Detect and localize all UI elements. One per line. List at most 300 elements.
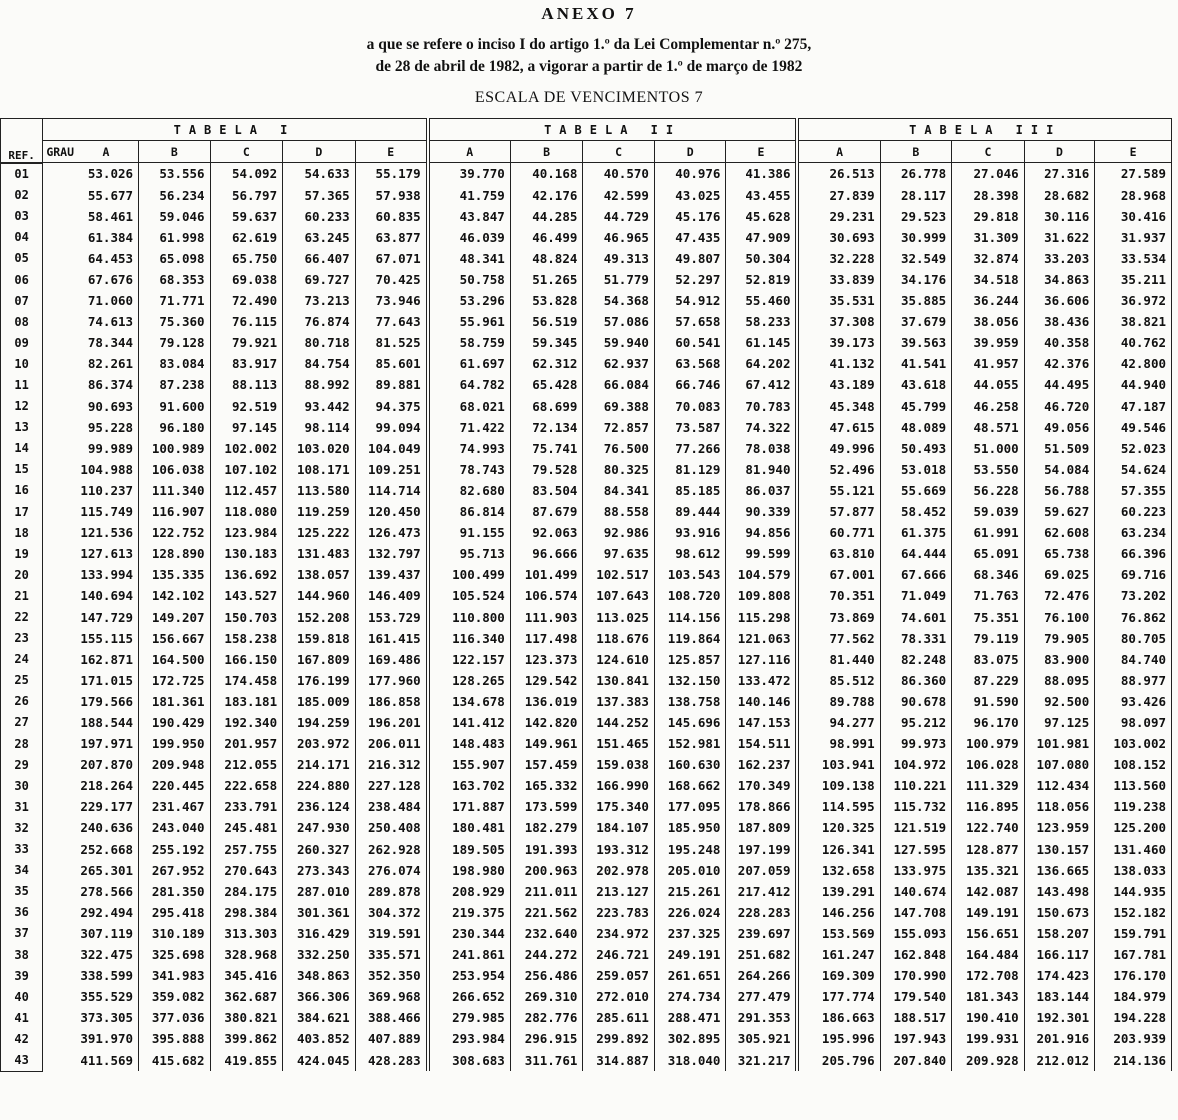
value-cell: 175.340 [583, 796, 655, 817]
value-cell: 100.979 [952, 733, 1025, 754]
value-cell: 60.223 [1095, 501, 1172, 522]
value-cell: 54.624 [1095, 459, 1172, 480]
value-cell: 183.144 [1024, 986, 1095, 1007]
value-cell: 237.325 [654, 923, 726, 944]
grade-header-row [1, 141, 1172, 163]
salary-scale-table [0, 118, 1172, 1072]
value-cell: 109.808 [726, 585, 798, 606]
value-cell: 419.855 [210, 1049, 283, 1071]
value-cell: 158.238 [210, 628, 283, 649]
value-cell: 46.499 [510, 227, 583, 248]
value-cell: 72.490 [210, 290, 283, 311]
table-row [1, 1049, 1172, 1071]
value-cell: 384.621 [283, 1007, 356, 1028]
value-cell: 34.518 [952, 269, 1025, 290]
grau-label: GRAU [46, 144, 75, 159]
value-cell: 167.781 [1095, 944, 1172, 965]
value-cell: 103.002 [1095, 733, 1172, 754]
value-cell: 100.499 [428, 564, 511, 585]
value-cell: 54.084 [1024, 459, 1095, 480]
value-cell: 41.541 [880, 353, 952, 374]
value-cell: 151.465 [583, 733, 655, 754]
value-cell: 201.957 [210, 733, 283, 754]
ref-cell: 38 [1, 944, 43, 965]
value-cell: 193.312 [583, 839, 655, 860]
value-cell: 345.416 [210, 965, 283, 986]
value-cell: 51.000 [952, 438, 1025, 459]
grade-letter: C [242, 144, 250, 159]
value-cell: 60.233 [283, 206, 356, 227]
value-cell: 232.640 [510, 923, 583, 944]
value-cell: 169.486 [355, 649, 428, 670]
value-cell: 168.662 [654, 775, 726, 796]
value-cell: 206.011 [355, 733, 428, 754]
value-cell: 88.095 [1024, 670, 1095, 691]
value-cell: 156.651 [952, 923, 1025, 944]
table-row [1, 353, 1172, 374]
value-cell: 31.622 [1024, 227, 1095, 248]
value-cell: 123.373 [510, 649, 583, 670]
value-cell: 78.743 [428, 459, 511, 480]
value-cell: 98.991 [797, 733, 880, 754]
value-cell: 304.372 [355, 902, 428, 923]
value-cell: 72.134 [510, 417, 583, 438]
value-cell: 216.312 [355, 754, 428, 775]
value-cell: 64.202 [726, 353, 798, 374]
value-cell: 54.368 [583, 290, 655, 311]
value-cell: 125.857 [654, 649, 726, 670]
value-cell: 91.155 [428, 522, 511, 543]
value-cell: 158.207 [1024, 923, 1095, 944]
value-cell: 246.721 [583, 944, 655, 965]
value-cell: 276.074 [355, 860, 428, 881]
value-cell: 307.119 [43, 923, 139, 944]
value-cell: 166.990 [583, 775, 655, 796]
table-row [1, 501, 1172, 522]
value-cell: 194.228 [1095, 1007, 1172, 1028]
ref-cell: 14 [1, 438, 43, 459]
value-cell: 388.466 [355, 1007, 428, 1028]
value-cell: 167.809 [283, 649, 356, 670]
value-cell: 273.343 [283, 860, 356, 881]
value-cell: 142.102 [139, 585, 211, 606]
value-cell: 70.783 [726, 396, 798, 417]
value-cell: 305.921 [726, 1028, 798, 1049]
value-cell: 130.841 [583, 670, 655, 691]
value-cell: 27.589 [1095, 163, 1172, 185]
value-cell: 269.310 [510, 986, 583, 1007]
value-cell: 48.571 [952, 417, 1025, 438]
value-cell: 79.528 [510, 459, 583, 480]
value-cell: 67.001 [797, 564, 880, 585]
value-cell: 116.895 [952, 796, 1025, 817]
value-cell: 89.881 [355, 374, 428, 395]
value-cell: 149.191 [952, 902, 1025, 923]
value-cell: 34.863 [1024, 269, 1095, 290]
value-cell: 32.874 [952, 248, 1025, 269]
value-cell: 44.495 [1024, 374, 1095, 395]
value-cell: 152.208 [283, 606, 356, 627]
ref-cell: 30 [1, 775, 43, 796]
value-cell: 243.040 [139, 817, 211, 838]
value-cell: 63.568 [654, 353, 726, 374]
value-cell: 107.643 [583, 585, 655, 606]
ref-cell: 36 [1, 902, 43, 923]
ref-cell: 40 [1, 986, 43, 1007]
table-row [1, 269, 1172, 290]
value-cell: 59.039 [952, 501, 1025, 522]
grade-header-2-c [583, 141, 655, 163]
value-cell: 198.980 [428, 860, 511, 881]
value-cell: 57.355 [1095, 480, 1172, 501]
value-cell: 33.839 [797, 269, 880, 290]
value-cell: 260.327 [283, 839, 356, 860]
value-cell: 176.170 [1095, 965, 1172, 986]
table-row [1, 185, 1172, 206]
value-cell: 47.909 [726, 227, 798, 248]
value-cell: 71.771 [139, 290, 211, 311]
value-cell: 79.128 [139, 332, 211, 353]
value-cell: 85.185 [654, 480, 726, 501]
value-cell: 106.038 [139, 459, 211, 480]
ref-cell: 37 [1, 923, 43, 944]
value-cell: 83.900 [1024, 649, 1095, 670]
value-cell: 50.493 [880, 438, 952, 459]
value-cell: 282.776 [510, 1007, 583, 1028]
value-cell: 106.028 [952, 754, 1025, 775]
value-cell: 352.350 [355, 965, 428, 986]
value-cell: 90.678 [880, 691, 952, 712]
value-cell: 82.680 [428, 480, 511, 501]
value-cell: 118.676 [583, 628, 655, 649]
value-cell: 159.818 [283, 628, 356, 649]
value-cell: 97.145 [210, 417, 283, 438]
value-cell: 164.500 [139, 649, 211, 670]
value-cell: 220.445 [139, 775, 211, 796]
value-cell: 131.460 [1095, 839, 1172, 860]
value-cell: 219.375 [428, 902, 511, 923]
value-cell: 62.937 [583, 353, 655, 374]
value-cell: 78.038 [726, 438, 798, 459]
value-cell: 58.452 [880, 501, 952, 522]
value-cell: 191.393 [510, 839, 583, 860]
value-cell: 188.544 [43, 712, 139, 733]
value-cell: 40.570 [583, 163, 655, 185]
value-cell: 318.040 [654, 1049, 726, 1071]
table-row [1, 1028, 1172, 1049]
value-cell: 90.693 [43, 396, 139, 417]
value-cell: 87.229 [952, 670, 1025, 691]
value-cell: 252.668 [43, 839, 139, 860]
value-cell: 30.693 [797, 227, 880, 248]
value-cell: 124.610 [583, 649, 655, 670]
value-cell: 291.353 [726, 1007, 798, 1028]
ref-cell: 39 [1, 965, 43, 986]
value-cell: 128.877 [952, 839, 1025, 860]
value-cell: 62.312 [510, 353, 583, 374]
value-cell: 170.349 [726, 775, 798, 796]
ref-cell: 43 [1, 1049, 43, 1071]
value-cell: 44.055 [952, 374, 1025, 395]
value-cell: 288.471 [654, 1007, 726, 1028]
value-cell: 57.365 [283, 185, 356, 206]
value-cell: 149.961 [510, 733, 583, 754]
value-cell: 122.752 [139, 522, 211, 543]
value-cell: 51.509 [1024, 438, 1095, 459]
value-cell: 177.960 [355, 670, 428, 691]
value-cell: 86.360 [880, 670, 952, 691]
value-cell: 131.483 [283, 543, 356, 564]
ref-cell: 26 [1, 691, 43, 712]
value-cell: 285.611 [583, 1007, 655, 1028]
value-cell: 159.038 [583, 754, 655, 775]
value-cell: 63.810 [797, 543, 880, 564]
value-cell: 61.998 [139, 227, 211, 248]
value-cell: 296.915 [510, 1028, 583, 1049]
value-cell: 234.972 [583, 923, 655, 944]
value-cell: 143.498 [1024, 881, 1095, 902]
ref-cell: 17 [1, 501, 43, 522]
value-cell: 36.972 [1095, 290, 1172, 311]
value-cell: 166.150 [210, 649, 283, 670]
value-cell: 213.127 [583, 881, 655, 902]
ref-cell: 29 [1, 754, 43, 775]
ref-cell: 23 [1, 628, 43, 649]
value-cell: 133.975 [880, 860, 952, 881]
value-cell: 90.339 [726, 501, 798, 522]
value-cell: 28.682 [1024, 185, 1095, 206]
value-cell: 86.374 [43, 374, 139, 395]
value-cell: 44.729 [583, 206, 655, 227]
ref-cell: 41 [1, 1007, 43, 1028]
value-cell: 161.247 [797, 944, 880, 965]
value-cell: 35.531 [797, 290, 880, 311]
value-cell: 67.676 [43, 269, 139, 290]
value-cell: 126.473 [355, 522, 428, 543]
value-cell: 61.697 [428, 353, 511, 374]
value-cell: 68.699 [510, 396, 583, 417]
value-cell: 56.228 [952, 480, 1025, 501]
value-cell: 62.608 [1024, 522, 1095, 543]
ref-cell: 42 [1, 1028, 43, 1049]
table-row [1, 923, 1172, 944]
value-cell: 73.202 [1095, 585, 1172, 606]
value-cell: 57.938 [355, 185, 428, 206]
value-cell: 195.996 [797, 1028, 880, 1049]
grade-letter: E [387, 144, 395, 159]
value-cell: 113.025 [583, 606, 655, 627]
value-cell: 142.087 [952, 881, 1025, 902]
value-cell: 97.125 [1024, 712, 1095, 733]
value-cell: 231.467 [139, 796, 211, 817]
value-cell: 37.308 [797, 311, 880, 332]
value-cell: 88.977 [1095, 670, 1172, 691]
value-cell: 222.658 [210, 775, 283, 796]
table-row [1, 248, 1172, 269]
value-cell: 41.957 [952, 353, 1025, 374]
value-cell: 197.199 [726, 839, 798, 860]
table-row [1, 881, 1172, 902]
value-cell: 61.145 [726, 332, 798, 353]
value-cell: 111.340 [139, 480, 211, 501]
value-cell: 209.928 [952, 1049, 1025, 1071]
value-cell: 33.203 [1024, 248, 1095, 269]
value-cell: 36.606 [1024, 290, 1095, 311]
value-cell: 139.291 [797, 881, 880, 902]
value-cell: 116.907 [139, 501, 211, 522]
value-cell: 212.012 [1024, 1049, 1095, 1071]
value-cell: 114.156 [654, 606, 726, 627]
value-cell: 43.189 [797, 374, 880, 395]
value-cell: 39.563 [880, 332, 952, 353]
value-cell: 128.890 [139, 543, 211, 564]
value-cell: 73.946 [355, 290, 428, 311]
value-cell: 120.450 [355, 501, 428, 522]
value-cell: 121.519 [880, 817, 952, 838]
value-cell: 138.033 [1095, 860, 1172, 881]
value-cell: 162.237 [726, 754, 798, 775]
value-cell: 68.021 [428, 396, 511, 417]
value-cell: 154.511 [726, 733, 798, 754]
value-cell: 322.475 [43, 944, 139, 965]
value-cell: 61.991 [952, 522, 1025, 543]
value-cell: 76.500 [583, 438, 655, 459]
value-cell: 104.579 [726, 564, 798, 585]
value-cell: 295.418 [139, 902, 211, 923]
value-cell: 56.788 [1024, 480, 1095, 501]
value-cell: 42.376 [1024, 353, 1095, 374]
value-cell: 77.643 [355, 311, 428, 332]
value-cell: 112.457 [210, 480, 283, 501]
value-cell: 214.171 [283, 754, 356, 775]
value-cell: 341.983 [139, 965, 211, 986]
value-cell: 245.481 [210, 817, 283, 838]
value-cell: 125.222 [283, 522, 356, 543]
value-cell: 62.619 [210, 227, 283, 248]
value-cell: 152.981 [654, 733, 726, 754]
ref-cell: 22 [1, 606, 43, 627]
value-cell: 89.788 [797, 691, 880, 712]
value-cell: 30.999 [880, 227, 952, 248]
value-cell: 119.864 [654, 628, 726, 649]
table-row [1, 480, 1172, 501]
table-row [1, 733, 1172, 754]
value-cell: 169.309 [797, 965, 880, 986]
table-row [1, 775, 1172, 796]
value-cell: 181.361 [139, 691, 211, 712]
value-cell: 72.476 [1024, 585, 1095, 606]
value-cell: 69.025 [1024, 564, 1095, 585]
value-cell: 110.221 [880, 775, 952, 796]
value-cell: 84.341 [583, 480, 655, 501]
value-cell: 95.228 [43, 417, 139, 438]
value-cell: 103.543 [654, 564, 726, 585]
ref-cell: 35 [1, 881, 43, 902]
value-cell: 81.440 [797, 649, 880, 670]
value-cell: 52.819 [726, 269, 798, 290]
value-cell: 221.562 [510, 902, 583, 923]
value-cell: 125.200 [1095, 817, 1172, 838]
table-row [1, 585, 1172, 606]
value-cell: 44.285 [510, 206, 583, 227]
value-cell: 214.136 [1095, 1049, 1172, 1071]
value-cell: 178.866 [726, 796, 798, 817]
value-cell: 91.590 [952, 691, 1025, 712]
value-cell: 148.483 [428, 733, 511, 754]
value-cell: 111.903 [510, 606, 583, 627]
value-cell: 359.082 [139, 986, 211, 1007]
grade-letter: B [543, 144, 551, 159]
value-cell: 45.628 [726, 206, 798, 227]
value-cell: 132.797 [355, 543, 428, 564]
table-row [1, 163, 1172, 185]
value-cell: 94.375 [355, 396, 428, 417]
value-cell: 102.002 [210, 438, 283, 459]
ref-cell: 19 [1, 543, 43, 564]
value-cell: 59.627 [1024, 501, 1095, 522]
value-cell: 86.037 [726, 480, 798, 501]
ref-cell: 33 [1, 839, 43, 860]
value-cell: 45.176 [654, 206, 726, 227]
table-body [1, 163, 1172, 1072]
value-cell: 70.351 [797, 585, 880, 606]
table-row [1, 543, 1172, 564]
value-cell: 45.348 [797, 396, 880, 417]
value-cell: 43.455 [726, 185, 798, 206]
value-cell: 75.360 [139, 311, 211, 332]
value-cell: 261.651 [654, 965, 726, 986]
value-cell: 113.580 [283, 480, 356, 501]
value-cell: 279.985 [428, 1007, 511, 1028]
value-cell: 56.234 [139, 185, 211, 206]
value-cell: 321.217 [726, 1049, 798, 1071]
value-cell: 236.124 [283, 796, 356, 817]
ref-cell: 01 [1, 163, 43, 185]
value-cell: 71.060 [43, 290, 139, 311]
value-cell: 233.791 [210, 796, 283, 817]
value-cell: 61.384 [43, 227, 139, 248]
value-cell: 78.344 [43, 332, 139, 353]
value-cell: 179.540 [880, 986, 952, 1007]
value-cell: 52.496 [797, 459, 880, 480]
value-cell: 230.344 [428, 923, 511, 944]
value-cell: 153.569 [797, 923, 880, 944]
value-cell: 184.107 [583, 817, 655, 838]
table-row [1, 628, 1172, 649]
value-cell: 41.386 [726, 163, 798, 185]
table-row [1, 691, 1172, 712]
table-row [1, 860, 1172, 881]
value-cell: 149.207 [139, 606, 211, 627]
value-cell: 314.887 [583, 1049, 655, 1071]
value-cell: 207.840 [880, 1049, 952, 1071]
value-cell: 95.212 [880, 712, 952, 733]
value-cell: 45.799 [880, 396, 952, 417]
value-cell: 146.256 [797, 902, 880, 923]
value-cell: 117.498 [510, 628, 583, 649]
value-cell: 115.732 [880, 796, 952, 817]
value-cell: 142.820 [510, 712, 583, 733]
value-cell: 98.114 [283, 417, 356, 438]
value-cell: 328.968 [210, 944, 283, 965]
value-cell: 65.738 [1024, 543, 1095, 564]
ref-cell: 34 [1, 860, 43, 881]
value-cell: 60.835 [355, 206, 428, 227]
table-row [1, 670, 1172, 691]
value-cell: 147.153 [726, 712, 798, 733]
grade-letter: A [836, 144, 844, 159]
value-cell: 377.036 [139, 1007, 211, 1028]
